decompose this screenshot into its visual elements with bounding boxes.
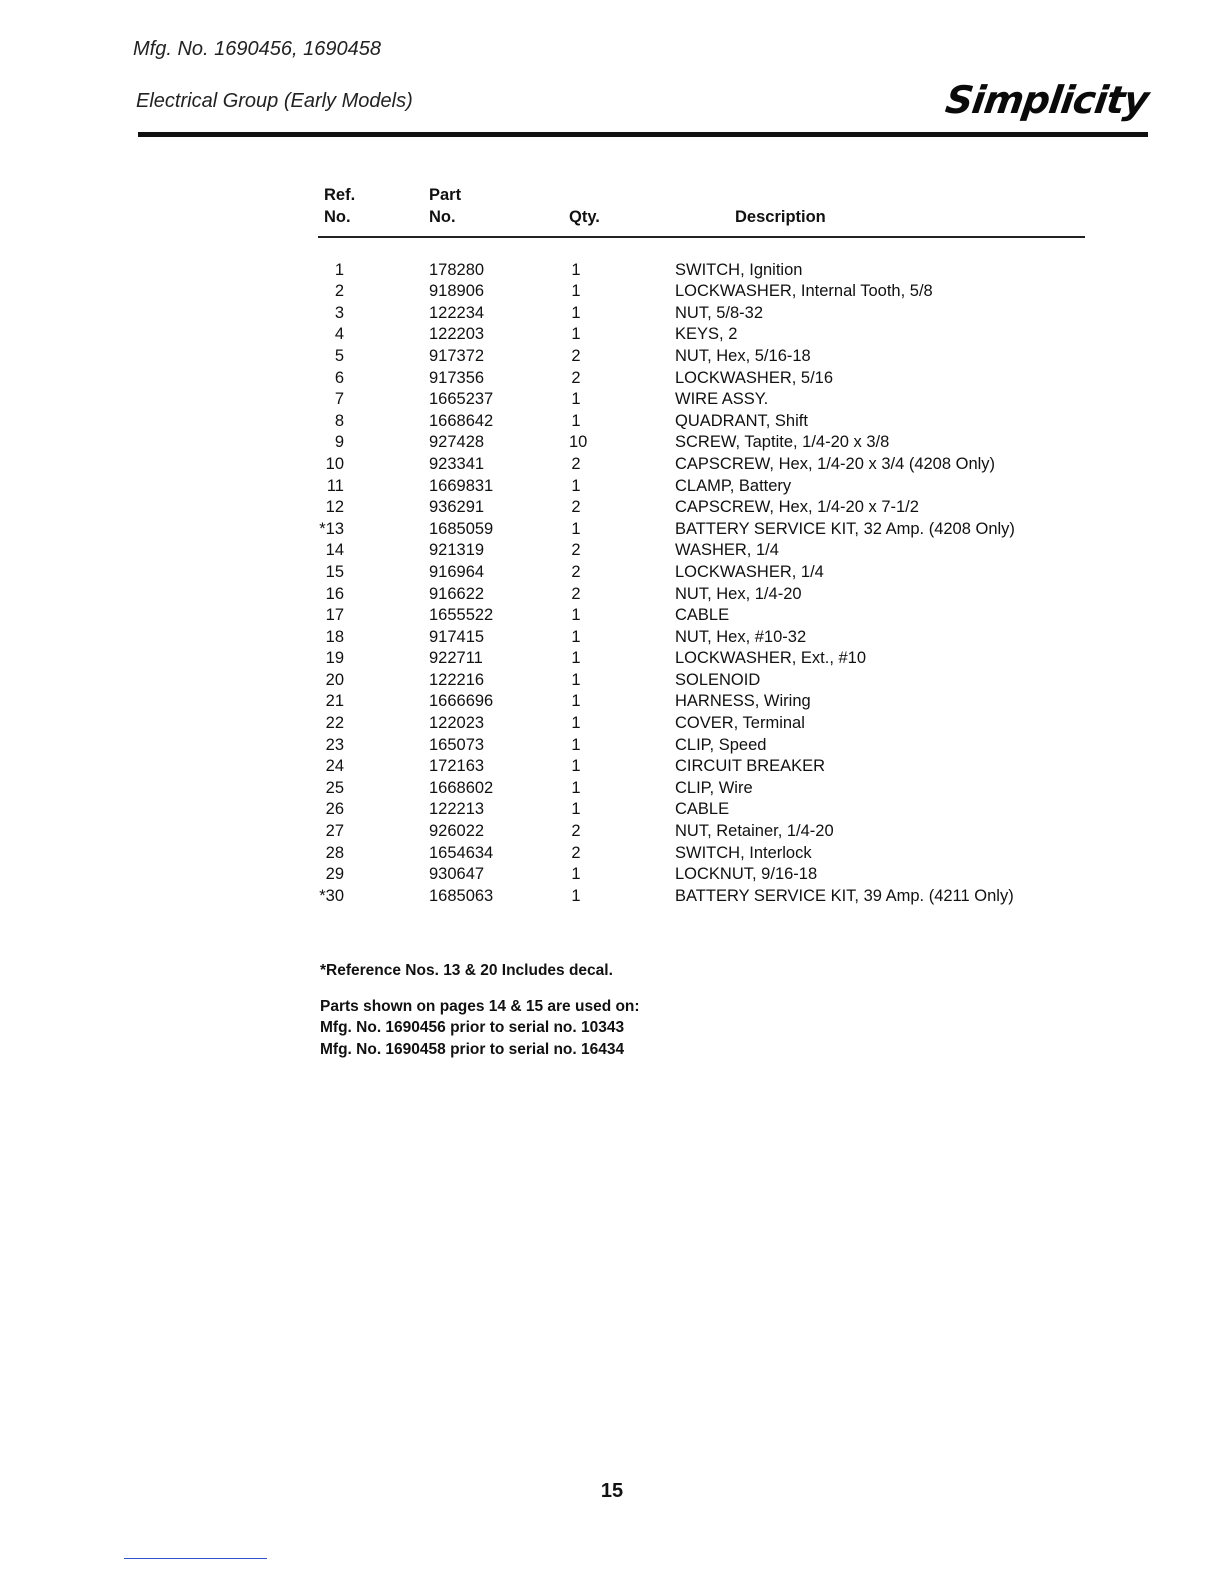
ref-no: 4 (334, 325, 344, 344)
header-ref-no: Ref. No. (318, 184, 429, 237)
table-row (318, 476, 1085, 498)
qty: 1 (571, 282, 581, 301)
part-no: 172163 (429, 757, 485, 776)
table-row (318, 627, 1085, 649)
qty: 2 (571, 498, 581, 517)
qty: 1 (571, 757, 581, 776)
description: CAPSCREW, Hex, 1/4-20 x 3/4 (4208 Only) (675, 454, 996, 473)
qty: 2 (571, 584, 581, 603)
usage-note-line3: Mfg. No. 1690458 prior to serial no. 16434 (320, 1040, 625, 1058)
ref-no: *13 (319, 519, 344, 538)
description: BATTERY SERVICE KIT, 39 Amp. (4211 Only) (675, 886, 1014, 905)
description: NUT, Hex, 1/4-20 (675, 584, 802, 603)
description: HARNESS, Wiring (675, 692, 811, 711)
header-mfg-numbers: Mfg. No. 1690456, 1690458 (133, 38, 381, 60)
part-no: 165073 (429, 735, 485, 754)
description: LOCKWASHER, Ext., #10 (675, 649, 867, 668)
description: WIRE ASSY. (675, 390, 769, 409)
ref-no: 23 (325, 735, 344, 754)
qty: 2 (571, 541, 581, 560)
header-group-title: Electrical Group (Early Models) (136, 90, 413, 112)
qty: 1 (571, 476, 581, 495)
ref-no: 19 (325, 649, 344, 668)
ref-no: 2 (334, 282, 344, 301)
reference-note: *Reference Nos. 13 & 20 Includes decal. (320, 962, 613, 979)
description: WASHER, 1/4 (675, 541, 779, 560)
table-row (318, 843, 1085, 865)
qty: 1 (571, 390, 581, 409)
table-row (318, 324, 1085, 346)
description: CAPSCREW, Hex, 1/4-20 x 7-1/2 (675, 498, 919, 517)
table-row (318, 799, 1085, 821)
ref-no: 15 (325, 562, 344, 581)
table-row (318, 519, 1085, 541)
qty: 1 (571, 735, 581, 754)
usage-note-line2: Mfg. No. 1690456 prior to serial no. 10343 (320, 1019, 625, 1036)
table-row (318, 454, 1085, 476)
table-row (318, 735, 1085, 757)
header-qty: Qty. (569, 184, 675, 237)
table-row (318, 497, 1085, 519)
part-no: 1685059 (429, 519, 494, 538)
description: LOCKWASHER, 5/16 (675, 368, 834, 387)
qty: 2 (571, 346, 581, 365)
brand-logo: Simplicity (943, 78, 1152, 122)
qty: 1 (571, 670, 581, 689)
table-row (318, 821, 1085, 843)
part-no: 916964 (429, 562, 485, 581)
qty: 1 (571, 800, 581, 819)
table-row (318, 368, 1085, 390)
part-no: 1665237 (429, 390, 494, 409)
usage-note-line1: Parts shown on pages 14 & 15 are used on: (320, 997, 640, 1015)
qty: 1 (571, 778, 581, 797)
qty: 2 (571, 454, 581, 473)
description: LOCKNUT, 9/16-18 (675, 865, 818, 884)
table-row (318, 346, 1085, 368)
description: BATTERY SERVICE KIT, 32 Amp. (4208 Only) (675, 519, 1015, 538)
part-no: 922711 (429, 649, 483, 668)
part-no: 1654634 (429, 843, 494, 862)
table-row (318, 778, 1085, 800)
ref-no: 17 (325, 606, 344, 625)
table-row (318, 886, 1085, 908)
description: NUT, Hex, 5/16-18 (675, 346, 811, 365)
qty: 1 (571, 649, 581, 668)
ref-no: 7 (334, 390, 344, 409)
qty: 1 (571, 886, 581, 905)
table-row (318, 411, 1085, 433)
qty: 1 (571, 303, 581, 322)
part-no: 926022 (429, 822, 485, 841)
description: KEYS, 2 (675, 325, 738, 344)
description: CLIP, Speed (675, 735, 767, 754)
qty: 1 (571, 692, 581, 711)
part-no: 122216 (429, 670, 485, 689)
part-no: 1685063 (429, 886, 494, 905)
part-no: 921319 (429, 541, 485, 560)
ref-no: 28 (325, 843, 344, 862)
qty: 1 (571, 714, 581, 733)
qty: 2 (571, 843, 581, 862)
description: CLIP, Wire (675, 778, 753, 797)
ref-no: 14 (325, 541, 344, 560)
ref-no: 8 (334, 411, 344, 430)
part-no: 917415 (429, 627, 485, 646)
ref-no: 9 (334, 433, 344, 452)
parts-table (318, 184, 1085, 907)
qty: 1 (571, 325, 581, 344)
ref-no: 22 (325, 714, 344, 733)
description: SCREW, Taptite, 1/4-20 x 3/8 (675, 433, 890, 452)
qty: 2 (571, 368, 581, 387)
description: SWITCH, Interlock (675, 843, 812, 862)
qty: 1 (571, 260, 581, 279)
ref-no: 24 (325, 757, 344, 776)
table-row (318, 691, 1085, 713)
part-no: 1668642 (429, 411, 494, 430)
ref-no: 16 (325, 584, 344, 603)
qty: 1 (571, 606, 581, 625)
part-no: 122023 (429, 714, 485, 733)
description: COVER, Terminal (675, 714, 805, 733)
part-no: 917356 (429, 368, 485, 387)
part-no: 1669831 (429, 476, 494, 495)
qty: 2 (571, 562, 581, 581)
description: QUADRANT, Shift (675, 411, 808, 430)
ref-no: 18 (325, 627, 344, 646)
notes (320, 960, 640, 1060)
description: SOLENOID (675, 670, 761, 689)
ref-no: 11 (326, 476, 344, 495)
part-no: 917372 (429, 346, 485, 365)
ref-no: 25 (325, 778, 344, 797)
ref-no: 12 (325, 498, 344, 517)
ref-no: 5 (334, 346, 344, 365)
page-number: 15 (600, 1480, 624, 1502)
table-row (318, 281, 1085, 303)
ref-no: 21 (325, 692, 344, 711)
table-row (318, 260, 1085, 282)
part-no: 122234 (429, 303, 485, 322)
description: CLAMP, Battery (675, 476, 792, 495)
part-no: 930647 (429, 865, 485, 884)
ref-no: 20 (325, 670, 344, 689)
table-row (318, 562, 1085, 584)
part-no: 936291 (429, 498, 485, 517)
qty: 10 (569, 433, 588, 452)
ref-no: 3 (334, 303, 344, 322)
parts-table-body (318, 237, 1085, 907)
part-no: 122203 (429, 325, 485, 344)
table-header-row (318, 184, 1085, 237)
ref-no: 27 (325, 822, 344, 841)
qty: 2 (571, 822, 581, 841)
part-no: 122213 (429, 800, 485, 819)
description: NUT, Retainer, 1/4-20 (675, 822, 834, 841)
qty: 1 (571, 411, 581, 430)
description: NUT, Hex, #10-32 (675, 627, 807, 646)
part-no: 918906 (429, 282, 485, 301)
table-row (318, 303, 1085, 325)
description: CIRCUIT BREAKER (675, 757, 826, 776)
description: LOCKWASHER, 1/4 (675, 562, 824, 581)
description: NUT, 5/8-32 (675, 303, 764, 322)
table-row (318, 713, 1085, 735)
table-row (318, 389, 1085, 411)
part-no: 1666696 (429, 692, 494, 711)
qty: 1 (571, 865, 581, 884)
table-row (318, 648, 1085, 670)
qty: 1 (571, 627, 581, 646)
footer-line (124, 1558, 267, 1559)
description: CABLE (675, 800, 730, 819)
part-no: 178280 (429, 260, 485, 279)
part-no: 1655522 (429, 606, 494, 625)
table-row (318, 540, 1085, 562)
header-description: Description (675, 184, 1085, 237)
table-row (318, 584, 1085, 606)
table-row (318, 756, 1085, 778)
description: CABLE (675, 606, 730, 625)
header-part-no: Part No. (429, 184, 569, 237)
part-no: 923341 (429, 454, 485, 473)
ref-no: 6 (334, 368, 344, 387)
part-no: 1668602 (429, 778, 494, 797)
ref-no: 26 (325, 800, 344, 819)
ref-no: 1 (334, 260, 344, 279)
part-no: 927428 (429, 433, 485, 452)
description: SWITCH, Ignition (675, 260, 803, 279)
table-row (318, 864, 1085, 886)
qty: 1 (571, 519, 581, 538)
ref-no: 10 (325, 454, 344, 473)
ref-no: 29 (325, 865, 344, 884)
table-row (318, 605, 1085, 627)
table-row (318, 432, 1085, 454)
table-row (318, 670, 1085, 692)
part-no: 916622 (429, 584, 485, 603)
ref-no: *30 (319, 886, 344, 905)
header-rule (138, 132, 1148, 137)
description: LOCKWASHER, Internal Tooth, 5/8 (675, 282, 933, 301)
